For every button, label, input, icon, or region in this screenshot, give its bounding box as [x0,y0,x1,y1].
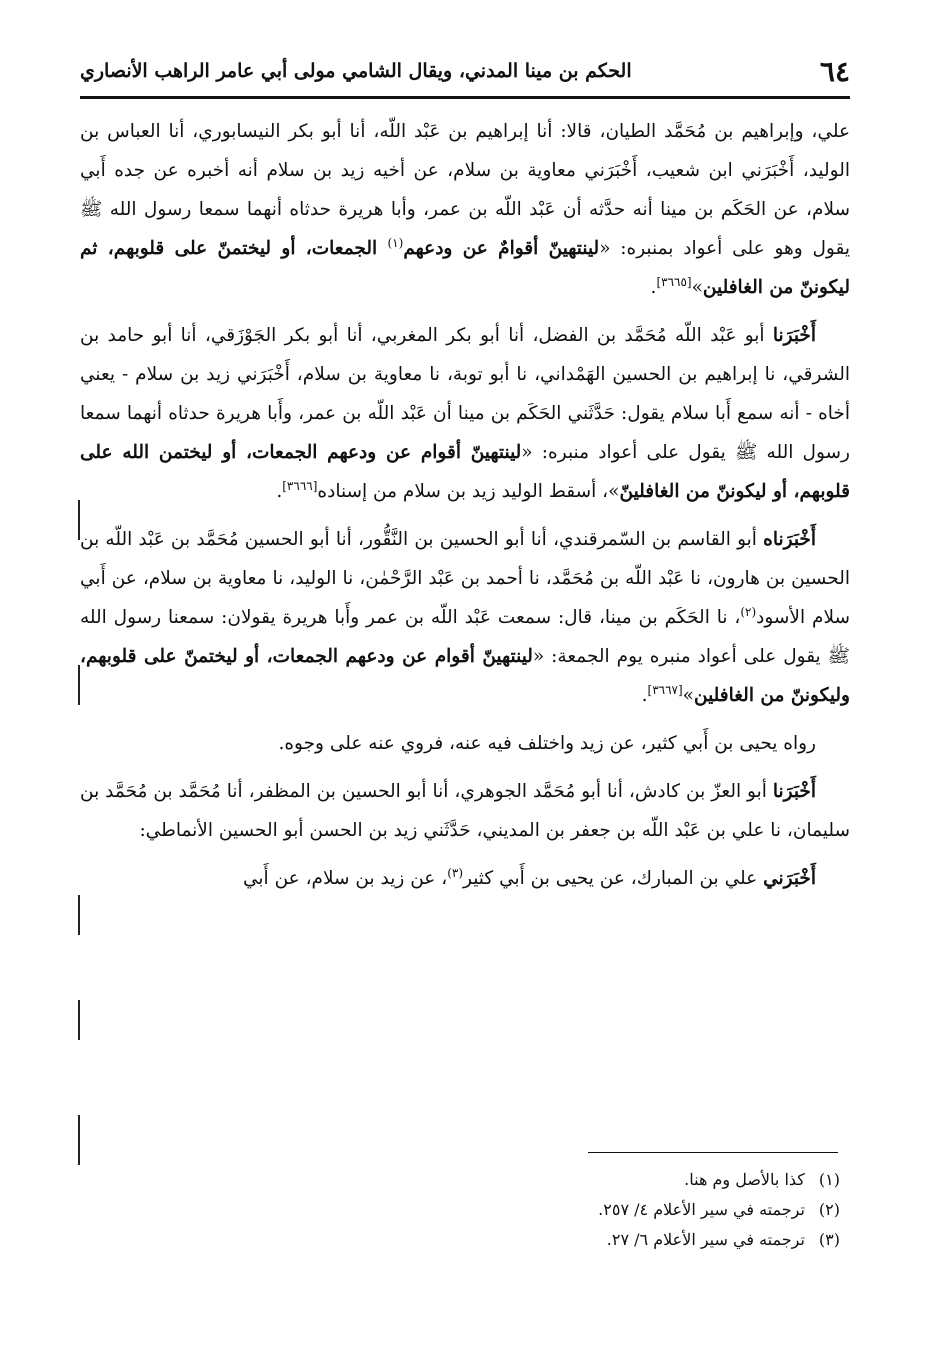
paragraph-3 [80,520,850,715]
paragraph-text-continued: ، عن زيد بن سلام، عن أَبي [242,868,448,889]
isnad-lead: أَخْبَرَنا [772,325,816,346]
footnote-text: ترجمته في سير الأعلام ٦/ ٢٧. [606,1230,805,1249]
footnote-2 [160,1195,840,1225]
paragraph-text: علي بن المبارك، عن يحيى بن أَبي كثير [463,868,764,889]
margin-mark [78,1000,80,1040]
quote-close: » [682,685,694,706]
paragraph-2 [80,316,850,511]
footnote-text: ترجمته في سير الأعلام ٤/ ٢٥٧. [598,1200,805,1219]
footnote-marker: (٢) [740,604,757,619]
hadith-quote: لينتهينّ أقوامٌ عن ودعهم [403,238,600,259]
sentence-end: . [650,277,657,298]
footnote-text: كذا بالأصل وم هنا. [684,1170,805,1189]
footnote-marker: (٣) [447,865,464,880]
quote-close: » [691,277,703,298]
footnote-marker: (١) [387,235,404,250]
paragraph-5 [80,772,850,850]
hadith-number: [٣٦٦٦] [282,478,318,493]
hadith-quote-continued: الجمعات، أو ليختمنّ على قلوبهم، ثم ليكوننّ من الغافلين [80,238,850,298]
paragraph-text-continued: ، نا الحَكَم بن مينا، قال: سمعت عَبْد اللّه بن عمر وأَبا هريرة يقولان: سمعنا رسول الله ﷺ يقول على أعواد منبره يوم الجمعة: « [80,607,850,667]
footnotes [160,1165,840,1255]
hadith-quote: لينتهينّ أقوام عن ودعهم الجمعات، أو ليختمنّ على قلوبهم، وليكوننّ من الغافلين [80,646,850,706]
paragraph-6 [80,859,850,898]
sentence-end: . [641,685,648,706]
footnote-number: (١) [818,1170,840,1189]
paragraph-text: أبو عَبْد اللّه مُحَمَّد بن الفضل، أنا أبو بكر المغربي، أنا أبو بكر الجَوْزَقي، أنا أبو حامد بن الشرقي، نا إبراهيم بن الحسين الهَمْداني، نا أبو توبة، نا معاوية بن سلام، أَخْبَرَني زيد بن سلام - يعني أخاه - أنه سمع أَبا سلام يقول: حَدَّثَني الحَكَم بن مينا أن عَبْد اللّه بن عمر، وأَبا هريرة حدثاه أنهما سمعا رسول الله ﷺ يقول على أعواد منبره: « [80,325,850,463]
footnote-3 [160,1225,840,1255]
margin-mark [78,895,80,935]
running-title: الحكم بن مينا المدني، ويقال الشامي مولى أبي عامر الراهب الأنصاري [80,60,632,82]
page-number: ٦٤ [819,54,850,88]
paragraph-4 [80,724,850,763]
footnote-divider [588,1152,838,1153]
isnad-lead: أَخْبَرَني [763,868,816,889]
page-header [80,46,850,99]
paragraph-text: رواه يحيى بن أَبي كثير، عن زيد واختلف فيه عنه، فروي عنه على وجوه. [278,733,816,754]
isnad-lead: أَخْبَرَنا [772,781,816,802]
main-text [80,112,850,898]
isnad-lead: أَخْبَرَناه [763,529,816,550]
hadith-quote: لينتهينّ أقوام عن ودعهم الجمعات، أو ليختمن الله على قلوبهم، أو ليكوننّ من الغافلينّ [80,442,850,502]
paragraph-1 [80,112,850,307]
footnote-number: (٢) [818,1200,840,1219]
sentence-end: . [276,481,283,502]
paragraph-tail: »، أسقط الوليد زيد بن سلام من إسناده [317,481,620,502]
paragraph-text: أبو العزّ بن كادش، أنا أبو مُحَمَّد الجوهري، أنا أبو الحسين بن المظفر، أنا مُحَمَّد بن مُحَمَّد بن سليمان، نا علي بن عَبْد اللّه بن جعفر بن المديني، حَدَّثَني زيد بن الحسن أبو الحسين الأنماطي: [80,781,850,841]
footnote-1 [160,1165,840,1195]
footnote-number: (٣) [818,1230,840,1249]
hadith-number: [٣٦٦٧] [647,682,683,697]
paragraph-text: أبو القاسم بن السّمرقندي، أنا أبو الحسين بن النَّقُّور، أنا أبو الحسين مُحَمَّد بن عَبْد اللّه بن الحسين بن هارون، نا عَبْد اللّه بن مُحَمَّد، نا أحمد بن عَبْد الرَّحْمٰن، نا الوليد، نا معاوية بن سلام، عن أَبي سلام الأسود [80,529,850,628]
margin-mark [78,1115,80,1165]
hadith-number: [٣٦٦٥] [656,274,692,289]
paragraph-text: علي، وإبراهيم بن مُحَمَّد الطيان، قالا: أنا إبراهيم بن عَبْد اللّه، أنا أبو بكر النيسابوري، أنا العباس بن الوليد، أَخْبَرَني ابن شعيب، أَخْبَرَني معاوية بن سلام، عن أخيه زيد بن سلام أنه أخبره عن جده أَبي سلام، عن الحَكَم بن مينا أنه حدَّثه أن عَبْد اللّه بن عمر، وأبا هريرة حدثاه أنهما سمعا رسول الله ﷺ يقول وهو على أعواد بمنبره: « [80,121,850,259]
